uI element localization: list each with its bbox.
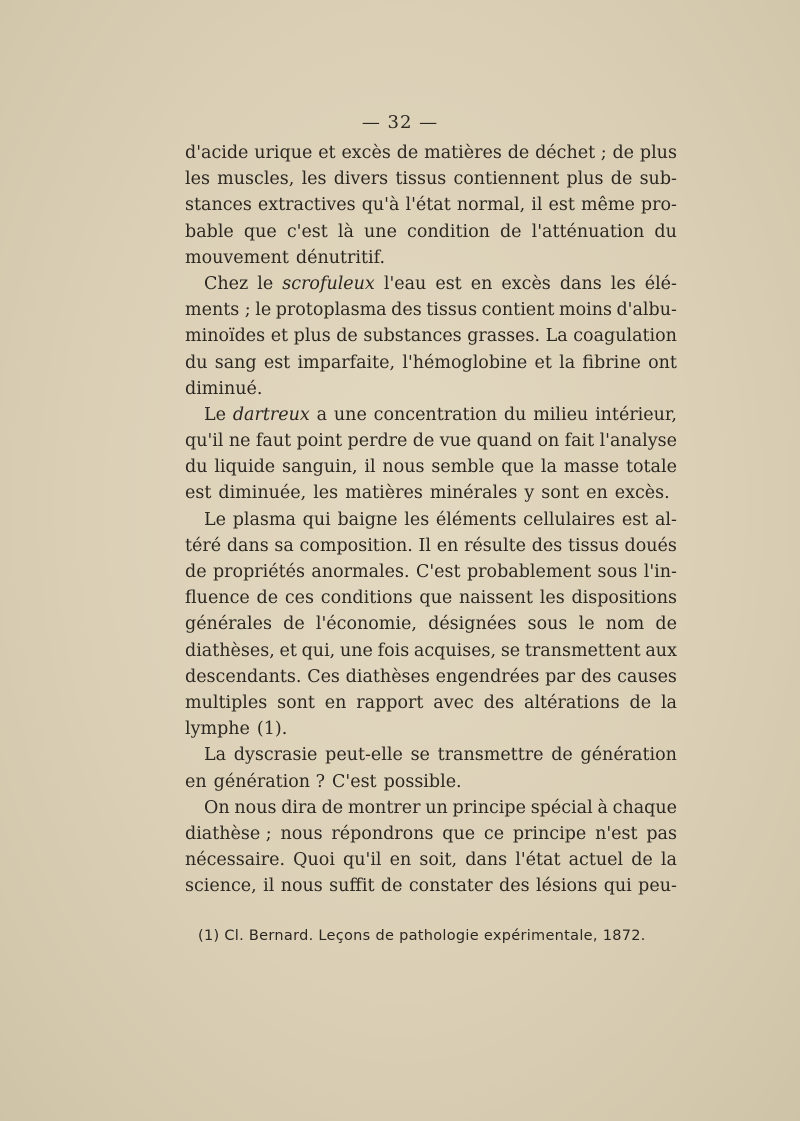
word: là xyxy=(337,221,354,242)
word: une xyxy=(339,640,373,661)
word: sont xyxy=(541,483,580,504)
word: de xyxy=(412,431,435,452)
word: Quoi xyxy=(293,850,335,871)
word: Il xyxy=(418,535,432,556)
word: actuel xyxy=(568,850,624,871)
word: nous xyxy=(234,797,277,818)
word: du xyxy=(503,404,527,425)
word: milieu xyxy=(533,404,589,425)
word: qu'à xyxy=(361,195,400,216)
word: Ces xyxy=(307,666,340,687)
word: stances xyxy=(185,195,252,216)
word: matières xyxy=(424,143,502,163)
word: montrer xyxy=(347,797,421,818)
word: la xyxy=(540,457,557,478)
word: diathèses xyxy=(345,666,430,687)
word: matières xyxy=(345,483,423,504)
word: est xyxy=(435,273,462,294)
text-line xyxy=(185,873,677,899)
word: sang xyxy=(214,352,257,373)
word: principe xyxy=(452,797,526,818)
word: diminuée, xyxy=(218,483,307,504)
word: dans xyxy=(465,850,508,871)
word: faut xyxy=(255,431,292,452)
word: lésions xyxy=(535,876,598,897)
word: des xyxy=(580,666,612,687)
word: sanguin, xyxy=(281,457,358,478)
word: contient xyxy=(481,300,555,321)
word: on xyxy=(537,431,560,452)
word: bable xyxy=(185,221,234,242)
word: urique xyxy=(254,143,313,163)
text-line xyxy=(185,507,677,533)
word: génération xyxy=(580,745,677,766)
word: le xyxy=(578,614,595,635)
word: normal, xyxy=(456,195,526,216)
word: nous xyxy=(280,876,323,897)
word: al- xyxy=(654,509,677,530)
word: Le xyxy=(204,509,226,530)
word: sont xyxy=(277,692,315,713)
word: les xyxy=(301,169,327,190)
word: transmettent xyxy=(524,640,641,661)
word: dispositions xyxy=(571,588,677,609)
word: est xyxy=(185,483,212,504)
word: en xyxy=(586,483,608,504)
text-line xyxy=(185,611,677,637)
word: éléments xyxy=(435,509,517,530)
word: fait xyxy=(564,431,595,452)
word: fluence xyxy=(185,588,250,609)
word: extractives xyxy=(257,195,356,216)
word: les xyxy=(610,273,636,294)
word: en xyxy=(470,273,493,294)
text-line xyxy=(185,559,677,585)
italic-word: scrofuleux xyxy=(282,273,375,294)
word: sa xyxy=(274,535,294,556)
word: imparfaite, xyxy=(297,352,396,373)
word: en xyxy=(324,692,347,713)
text-line xyxy=(185,219,677,245)
text-line xyxy=(185,297,677,323)
word: La xyxy=(545,326,568,347)
word: désignées xyxy=(428,614,517,635)
word: des xyxy=(391,300,422,321)
word: des xyxy=(483,692,515,713)
word: mouvement xyxy=(185,247,289,268)
word: minoïdes xyxy=(185,326,266,347)
word: causes xyxy=(617,666,677,687)
text-line xyxy=(185,847,677,873)
word: liquide xyxy=(214,457,276,478)
word: l'hémoglobine xyxy=(402,352,528,373)
word: de xyxy=(551,745,573,766)
word: propriétés xyxy=(212,562,305,582)
word: l'état xyxy=(515,850,561,871)
word: avec xyxy=(433,692,474,713)
word: diathèse ; xyxy=(185,823,272,844)
word: spécial xyxy=(530,797,593,818)
text-line xyxy=(185,716,677,742)
word: fibrine xyxy=(582,352,641,373)
word: rapport xyxy=(356,692,424,713)
word: perdre xyxy=(347,431,408,452)
word: sous xyxy=(597,562,638,582)
word: la xyxy=(559,352,576,373)
word: il xyxy=(531,195,543,216)
word: plus xyxy=(566,169,604,190)
text-line xyxy=(185,140,677,166)
word: les xyxy=(539,588,565,609)
word: cellulaires xyxy=(523,509,616,530)
word: pro- xyxy=(640,195,677,216)
word: en xyxy=(389,850,412,871)
word: On xyxy=(204,797,230,818)
word: que xyxy=(419,588,453,609)
word: naissent xyxy=(459,588,533,609)
word: suffit xyxy=(329,876,375,897)
word: chaque xyxy=(612,797,677,818)
word: du xyxy=(185,457,208,478)
word: de xyxy=(507,143,530,163)
word: sub- xyxy=(639,169,677,190)
word: nous xyxy=(382,457,425,478)
word: c'est xyxy=(286,221,328,242)
text-line xyxy=(185,428,677,454)
word: en xyxy=(185,771,207,792)
word: engendrées xyxy=(435,666,540,687)
word: et xyxy=(270,326,289,347)
word: la xyxy=(660,692,677,713)
word: en xyxy=(436,535,459,556)
word: de xyxy=(655,614,677,635)
word: l'état xyxy=(405,195,451,216)
word: l'économie, xyxy=(315,614,417,635)
word: de xyxy=(499,221,522,242)
word: le xyxy=(255,300,272,321)
word: qui xyxy=(302,509,331,530)
word: transmettre xyxy=(437,745,544,766)
text-line xyxy=(185,742,677,768)
text-line xyxy=(185,795,677,821)
word: générales xyxy=(185,614,272,635)
text-line xyxy=(185,821,677,847)
word: condition xyxy=(407,221,490,242)
word: conditions xyxy=(320,588,413,609)
word: se xyxy=(410,745,430,766)
text-line xyxy=(185,376,677,402)
word: un xyxy=(425,797,448,818)
text-line xyxy=(185,166,677,192)
word: se xyxy=(500,640,521,661)
word: les xyxy=(185,169,210,190)
word: d'acide xyxy=(185,143,249,163)
text-line xyxy=(185,533,677,559)
word: contiennent xyxy=(453,169,560,190)
word: qu'il xyxy=(185,431,224,452)
word: de xyxy=(610,169,633,190)
word: point xyxy=(296,431,343,452)
word: les xyxy=(404,509,430,530)
word: nous xyxy=(280,823,323,844)
word: n'est xyxy=(595,823,638,844)
word: de xyxy=(185,562,207,582)
word: y xyxy=(524,483,535,504)
word: protoplasma xyxy=(275,300,387,321)
word: tissus xyxy=(426,300,478,321)
word: aux xyxy=(645,640,677,661)
word: que xyxy=(243,221,277,242)
word: concentration xyxy=(373,404,497,425)
word: l'eau xyxy=(383,273,427,294)
word: de xyxy=(631,850,653,871)
word: l'analyse xyxy=(599,431,677,452)
word: totale xyxy=(625,457,677,478)
word: d'albu- xyxy=(616,300,677,321)
word: du xyxy=(185,352,208,373)
word: descendants. xyxy=(185,666,302,687)
word: plus xyxy=(639,143,677,163)
word: quand xyxy=(476,431,533,452)
word: composition. xyxy=(299,535,413,556)
word: excès xyxy=(501,273,551,294)
word: une xyxy=(333,404,367,425)
word: peut-elle xyxy=(325,745,403,766)
text-line xyxy=(185,192,677,218)
word: et xyxy=(534,352,552,373)
word: pas xyxy=(646,823,677,844)
word: il xyxy=(263,876,275,897)
word: le xyxy=(257,273,274,294)
word: soit, xyxy=(419,850,458,871)
word: divers xyxy=(333,169,389,190)
word: est xyxy=(621,509,649,530)
word: probablement xyxy=(466,562,592,582)
text-line xyxy=(185,638,677,664)
word: génération ? xyxy=(213,771,326,792)
word: et xyxy=(279,640,297,661)
word: (1). xyxy=(256,719,288,740)
word: sous xyxy=(527,614,568,635)
word: l'atténuation xyxy=(531,221,645,242)
word: la xyxy=(660,850,677,871)
word: excès xyxy=(341,143,391,163)
word: est xyxy=(548,195,575,216)
word: substances xyxy=(363,326,462,347)
word: diminué. xyxy=(185,378,263,399)
word: nécessaire. xyxy=(185,850,286,871)
word: les xyxy=(313,483,339,504)
text-line xyxy=(185,480,677,506)
word: de xyxy=(336,326,358,347)
word: ont xyxy=(648,352,677,373)
word: téré xyxy=(185,535,222,556)
text-line xyxy=(185,271,677,297)
word: doués xyxy=(624,535,677,556)
word: science, xyxy=(185,876,257,897)
word: de xyxy=(612,143,635,163)
word: moins xyxy=(558,300,612,321)
word: de xyxy=(380,876,403,897)
word: des xyxy=(531,535,563,556)
word: excès. xyxy=(614,483,670,504)
word: baigne xyxy=(337,509,398,530)
word: une xyxy=(364,221,397,242)
word: résulte xyxy=(464,535,527,556)
word: a xyxy=(316,404,328,425)
word: dans xyxy=(226,535,269,556)
word: intérieur, xyxy=(595,404,677,425)
word: peu- xyxy=(638,876,677,897)
word: à xyxy=(597,797,608,818)
word: altérations xyxy=(524,692,620,713)
word: des xyxy=(499,876,530,897)
word: dans xyxy=(559,273,602,294)
word: multiples xyxy=(185,692,268,713)
word: de xyxy=(283,614,305,635)
word: qui xyxy=(603,876,632,897)
word: de xyxy=(256,588,279,609)
word: muscles, xyxy=(217,169,295,190)
word: plus xyxy=(293,326,331,347)
footnote: (1) Cl. Bernard. Leçons de pathologie expérimentale, 1872. xyxy=(198,928,646,944)
word: dira xyxy=(281,797,317,818)
text-line xyxy=(185,585,677,611)
text-line xyxy=(185,350,677,376)
word: de xyxy=(321,797,344,818)
text-line xyxy=(185,323,677,349)
word: tissus xyxy=(395,169,447,190)
text-line xyxy=(185,664,677,690)
word: de xyxy=(396,143,419,163)
word: tissus xyxy=(567,535,619,556)
word: coagulation xyxy=(573,326,677,347)
page-number: — 32 — xyxy=(361,112,439,133)
word: ments ; xyxy=(185,300,251,321)
text-line xyxy=(185,245,677,271)
word: du xyxy=(654,221,677,242)
text-line xyxy=(185,454,677,480)
word: l'in- xyxy=(643,562,677,582)
word: qu'il xyxy=(343,850,382,871)
word: il xyxy=(364,457,376,478)
word: anormales. xyxy=(311,562,410,582)
word: semble xyxy=(431,457,495,478)
word: acquises, xyxy=(413,640,497,661)
word: même xyxy=(580,195,635,216)
word: fois xyxy=(377,640,410,661)
word: élé- xyxy=(644,273,677,294)
text-line xyxy=(185,769,677,795)
word: ces xyxy=(284,588,314,609)
word: principe xyxy=(512,823,587,844)
word: dénutritif. xyxy=(295,247,386,268)
word: de xyxy=(629,692,652,713)
word: vue xyxy=(439,431,472,452)
word: répondrons xyxy=(331,823,434,844)
word: grasses. xyxy=(467,326,541,347)
body-text xyxy=(185,140,677,899)
word: que xyxy=(501,457,535,478)
text-line xyxy=(185,402,677,428)
italic-word: dartreux xyxy=(232,404,310,425)
word: lymphe xyxy=(185,719,250,740)
word: diathèses, xyxy=(185,640,275,661)
word xyxy=(233,402,310,428)
word: C'est xyxy=(332,771,377,792)
word: déchet ; xyxy=(535,143,607,163)
word: et xyxy=(318,143,336,163)
word: La xyxy=(204,745,227,766)
word: plasma xyxy=(232,509,296,530)
word: est xyxy=(263,352,291,373)
word: nom xyxy=(605,614,645,635)
word: minérales xyxy=(429,483,518,504)
word: Le xyxy=(204,404,226,425)
word: que xyxy=(442,823,476,844)
word: par xyxy=(545,666,576,687)
word: ce xyxy=(483,823,505,844)
word xyxy=(282,271,375,297)
word: ne xyxy=(228,431,251,452)
word: qui, xyxy=(301,640,336,661)
word: masse xyxy=(563,457,620,478)
word: Chez xyxy=(204,273,249,294)
text-line xyxy=(185,690,677,716)
word: C'est xyxy=(415,562,461,582)
word: constater xyxy=(408,876,493,897)
word: possible. xyxy=(383,771,462,792)
word: dyscrasie xyxy=(233,745,318,766)
